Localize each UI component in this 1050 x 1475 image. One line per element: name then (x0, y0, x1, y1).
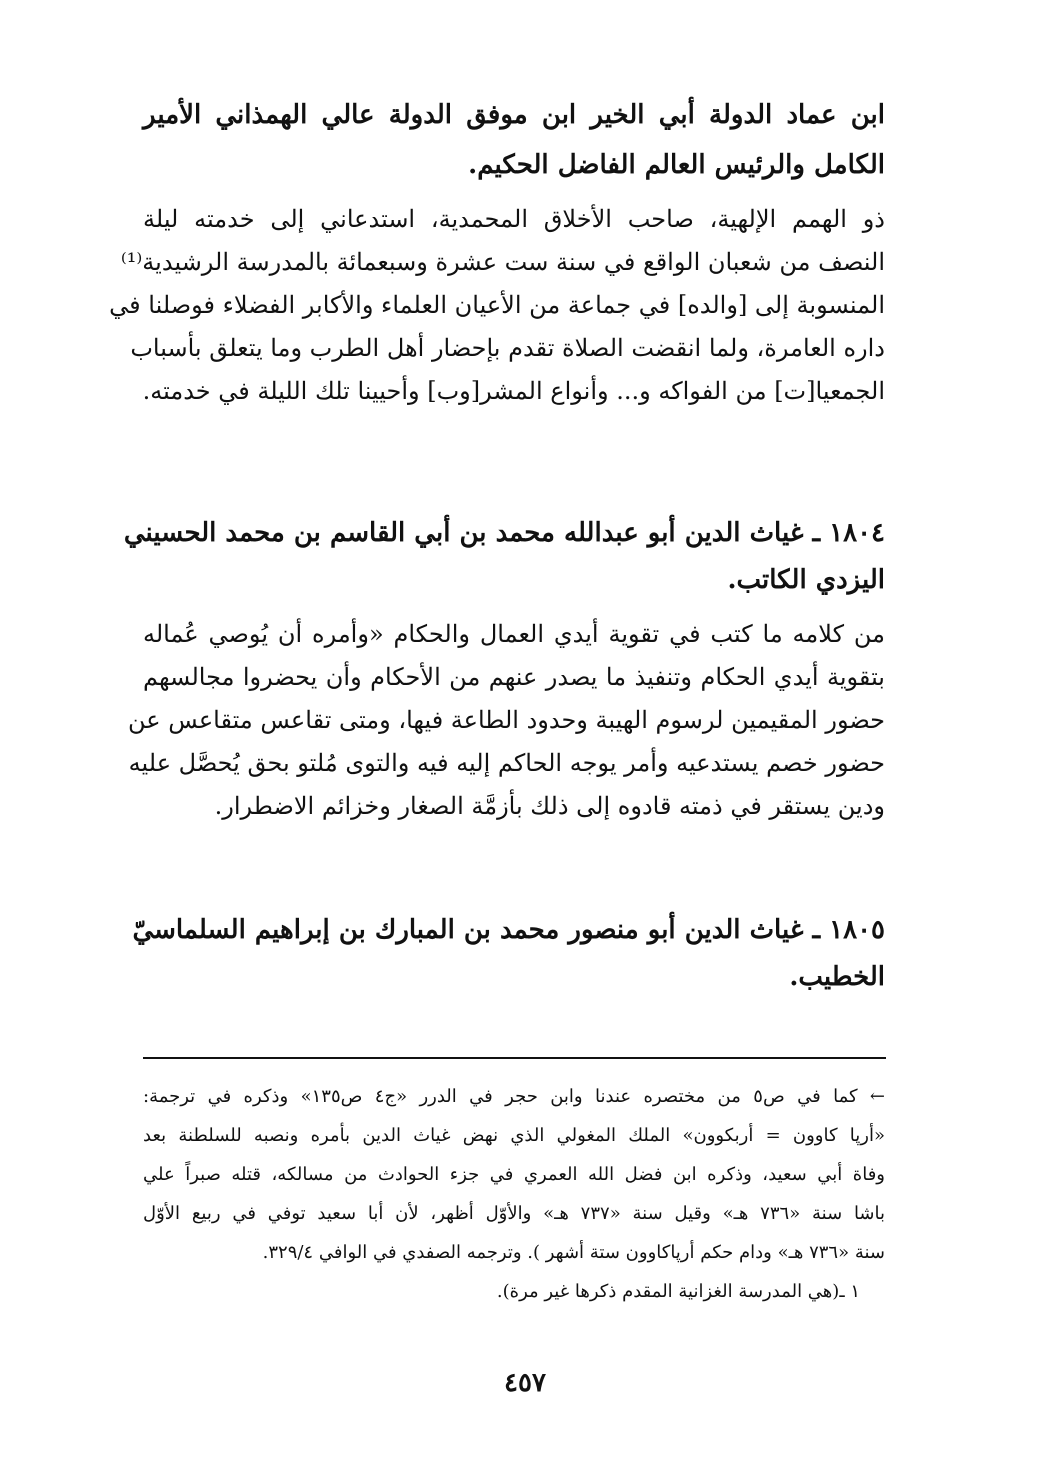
body-line: الجمعيا[ت] من الفواكه و... وأنواع المشر[وب] وأحيينا تلك الليلة في خدمته. (142, 377, 885, 405)
heading-line: اليزدي الكاتب. (727, 565, 885, 595)
heading-line: ابن عماد الدولة أبي الخير ابن موفق الدولة عالي الهمذاني الأمير (143, 100, 885, 130)
footnote-line: باشا سنة «٧٣٦ هـ» وقيل سنة «٧٣٧ هـ» والأوّل أظهر، لأن أبا سعيد توفي في ربيع الأوّل (143, 1203, 886, 1224)
body-line: حضور المقيمين لرسوم الهيبة وحدود الطاعة فيها، ومتى تقاعس متقاعس عن (128, 706, 885, 734)
footnote-line: ١ ـ(هي المدرسة الغزانية المقدم ذكرها غير مرة). (496, 1281, 860, 1302)
heading-line: ١٨٠٥ ـ غياث الدين أبو منصور محمد بن المبارك بن إبراهيم السلماسيّ (132, 915, 885, 945)
footnote-line: ← كما في ص٥ من مختصره عندنا وابن حجر في الدرر «ج٤ ص١٣٥» وذكره في ترجمة: (143, 1086, 886, 1107)
page-number: ٤٥٧ (504, 1368, 546, 1398)
body-line: من كلامه ما كتب في تقوية أيدي العمال والحكام «وأمره أن يُوصي عُماله (143, 620, 885, 648)
body-line: ودين يستقر في ذمته قادوه إلى ذلك بأزمَّة الصغار وخزائم الاضطرار. (214, 792, 885, 820)
body-line: النصف من شعبان الواقع في سنة ست عشرة وسبعمائة بالمدرسة الرشيدية⁽¹⁾ (120, 248, 885, 276)
body-line: ذو الهمم الإلهية، صاحب الأخلاق المحمدية، استدعاني إلى خدمته ليلة (143, 205, 885, 233)
footnote-line: وفاة أبي سعيد، وذكره ابن فضل الله العمري في جزء الحوادث من مسالكه، قتله صبراً علي (143, 1164, 885, 1185)
footnote-line: «أرپا كاوون = أربكوون» الملك المغولي الذي نهض غياث الدين بأمره ونصبه للسلطنة بعد (143, 1125, 885, 1146)
heading-line: الكامل والرئيس العالم الفاضل الحكيم. (468, 150, 885, 180)
body-line: بتقوية أيدي الحكام وتنفيذ ما يصدر عنهم من الأحكام وأن يحضروا مجالسهم (143, 663, 885, 691)
footnote-line: سنة «٧٣٦ هـ» ودام حكم أرپاكاوون ستة أشهر ). وترجمه الصفدي في الوافي ٣٢٩/٤. (262, 1242, 885, 1263)
body-line: داره العامرة، ولما انقضت الصلاة تقدم بإحضار أهل الطرب وما يتعلق بأسباب (130, 334, 885, 362)
body-line: المنسوبة إلى [والده] في جماعة من الأعيان العلماء والأكابر الفضلاء فوصلنا في (109, 291, 885, 319)
footnote-divider (143, 1057, 886, 1059)
heading-line: ١٨٠٤ ـ غياث الدين أبو عبدالله محمد بن أبي القاسم بن محمد الحسيني (123, 518, 885, 548)
heading-line: الخطيب. (789, 962, 885, 992)
body-line: حضور خصم يستدعيه وأمر يوجه الحاكم إليه فيه والتوى مُلتو بحق يُحصَّل عليه (128, 749, 885, 777)
